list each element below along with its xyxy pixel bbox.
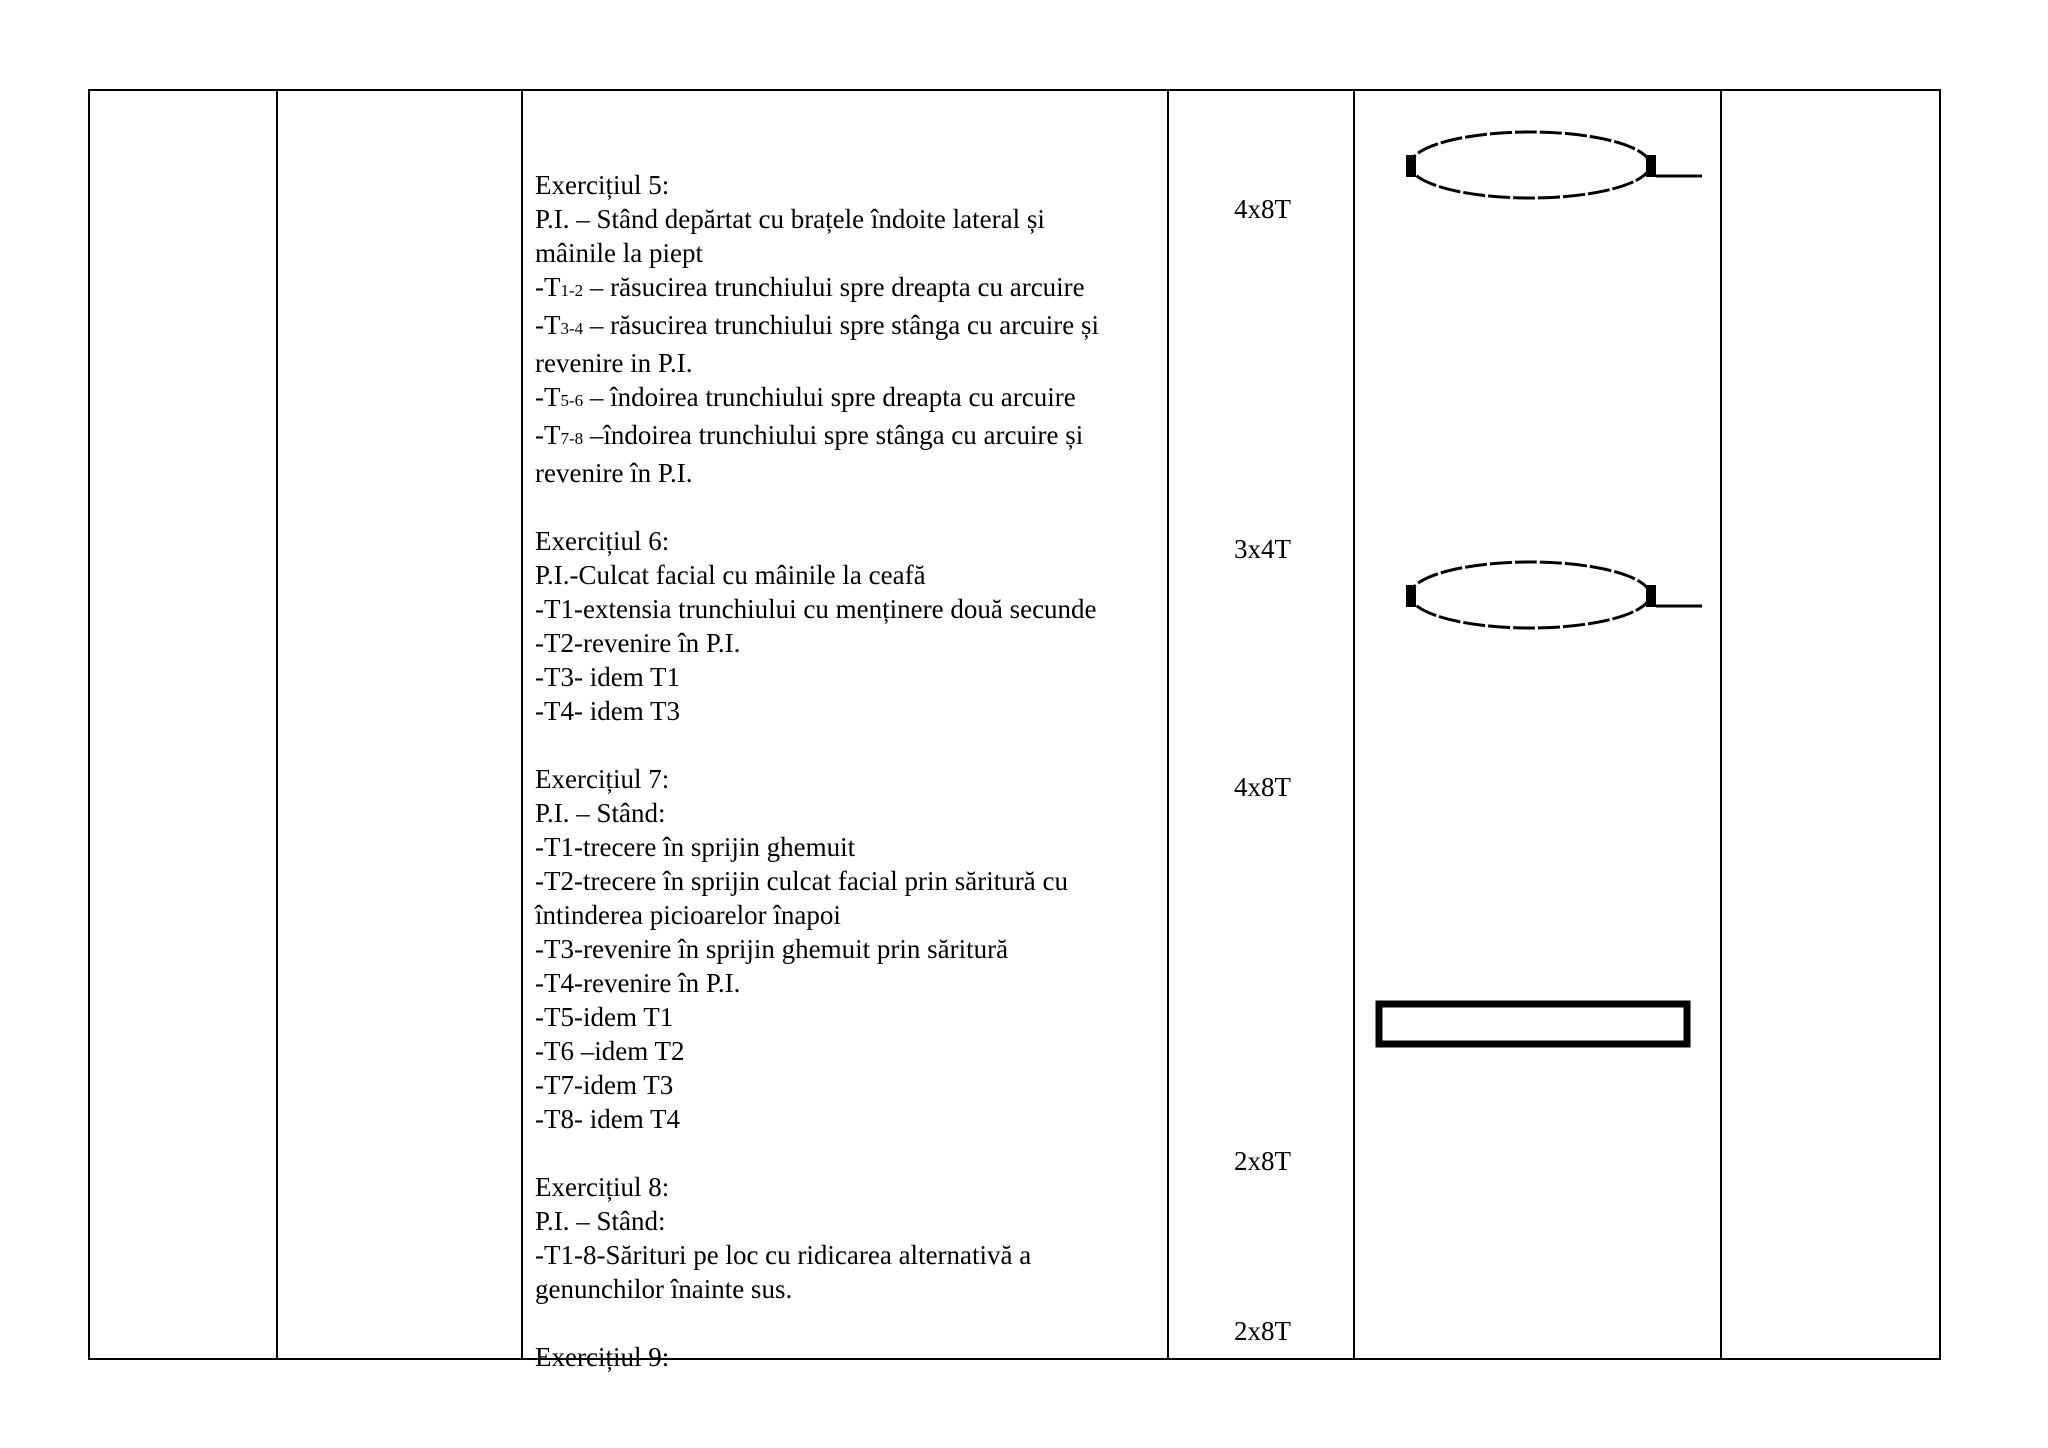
line-text: -T3-revenire în sprijin ghemuit prin săritură: [535, 934, 1009, 964]
line-text: mâinile la piept: [535, 238, 703, 268]
line-text-continued: –îndoirea trunchiului spre stânga cu arcuire și: [583, 420, 1084, 450]
exercise-title: Exercițiul 7:: [535, 764, 670, 794]
column-6: [1720, 89, 1941, 1360]
exercise-line: [535, 346, 1165, 380]
line-text: -T1-8-Sărituri pe loc cu ridicarea alternativă a: [535, 1240, 1032, 1270]
line-text: -T4- idem T3: [535, 696, 680, 726]
time-subscript: 1-2: [560, 281, 584, 300]
dosage-ex7: 4x8T: [1234, 772, 1291, 802]
exercise-block: [535, 1340, 1165, 1374]
exercise-block: [535, 168, 1165, 490]
line-text: -T2-revenire în P.I.: [535, 628, 741, 658]
exercise-line: [535, 270, 1165, 308]
line-text: -T: [535, 382, 561, 412]
exercise-line: [535, 1238, 1165, 1272]
line-text: -T6 –idem T2: [535, 1036, 685, 1066]
exercise-line: [535, 626, 1165, 660]
line-text: P.I.-Culcat facial cu mâinile la ceafă: [535, 560, 926, 590]
column-figures: [1353, 89, 1722, 1360]
exercise-line: [535, 898, 1165, 932]
time-subscript: 3-4: [560, 319, 584, 338]
line-text: -T1-extensia trunchiului cu menținere două secunde: [535, 594, 1097, 624]
line-text: genunchilor înainte sus.: [535, 1274, 793, 1304]
exercise-text: [535, 168, 1165, 1374]
exercise-line: [535, 694, 1165, 728]
exercise-block: [535, 762, 1165, 1136]
exercise-line: [535, 932, 1165, 966]
exercise-title: Exercițiul 5:: [535, 170, 670, 200]
exercise-line: [535, 1272, 1165, 1306]
line-text: revenire în P.I.: [535, 458, 693, 488]
line-text: -T8- idem T4: [535, 1104, 680, 1134]
exercise-line: [535, 1000, 1165, 1034]
dosage-ex6: 3x4T: [1234, 534, 1291, 564]
exercise-block: [535, 524, 1165, 728]
exercise-line: [535, 418, 1165, 456]
exercise-mat-icon: [1400, 125, 1710, 205]
exercise-mat-icon: [1400, 555, 1710, 635]
exercise-line: [535, 660, 1165, 694]
exercise-line: [535, 1102, 1165, 1136]
line-text: -T: [535, 310, 561, 340]
exercise-line: [535, 558, 1165, 592]
line-text: -T2-trecere în sprijin culcat facial prin săritură cu: [535, 866, 1068, 896]
dosage-ex5: 4x8T: [1234, 194, 1291, 224]
column-2: [276, 89, 523, 1360]
exercise-line: [535, 796, 1165, 830]
line-text: P.I. – Stând:: [535, 798, 666, 828]
line-text-continued: – răsucirea trunchiului spre dreapta cu arcuire: [583, 272, 1085, 302]
dosage-ex8: 2x8T: [1234, 1146, 1291, 1176]
dosage-ex9: 2x8T: [1234, 1316, 1291, 1346]
exercise-line: [535, 1068, 1165, 1102]
line-text: -T4-revenire în P.I.: [535, 968, 741, 998]
line-text: -T3- idem T1: [535, 662, 680, 692]
bench-icon: [1375, 1000, 1695, 1050]
line-text: -T1-trecere în sprijin ghemuit: [535, 832, 856, 862]
exercise-line: [535, 592, 1165, 626]
line-text-continued: – răsucirea trunchiului spre stânga cu arcuire și: [583, 310, 1099, 340]
exercise-line: [535, 380, 1165, 418]
line-text: P.I. – Stând:: [535, 1206, 666, 1236]
line-text: întinderea picioarelor înapoi: [535, 900, 841, 930]
exercise-line: [535, 830, 1165, 864]
exercise-title: Exercițiul 9:: [535, 1342, 670, 1372]
line-text: -T: [535, 272, 561, 302]
line-text: -T7-idem T3: [535, 1070, 674, 1100]
exercise-line: [535, 1204, 1165, 1238]
line-text: P.I. – Stând depărtat cu brațele îndoite lateral și: [535, 204, 1045, 234]
line-text: -T: [535, 420, 561, 450]
line-text: -T5-idem T1: [535, 1002, 674, 1032]
exercise-title: Exercițiul 8:: [535, 1172, 670, 1202]
exercise-line: [535, 202, 1165, 236]
exercise-line: [535, 966, 1165, 1000]
exercise-line: [535, 1034, 1165, 1068]
exercise-block: [535, 1170, 1165, 1306]
exercise-line: [535, 456, 1165, 490]
time-subscript: 5-6: [560, 391, 584, 410]
line-text: revenire in P.I.: [535, 348, 693, 378]
line-text-continued: – îndoirea trunchiului spre dreapta cu arcuire: [583, 382, 1076, 412]
exercise-line: [535, 864, 1165, 898]
exercise-line: [535, 236, 1165, 270]
time-subscript: 7-8: [560, 429, 584, 448]
exercise-line: [535, 308, 1165, 346]
exercise-title: Exercițiul 6:: [535, 526, 670, 556]
column-1: [88, 89, 278, 1360]
